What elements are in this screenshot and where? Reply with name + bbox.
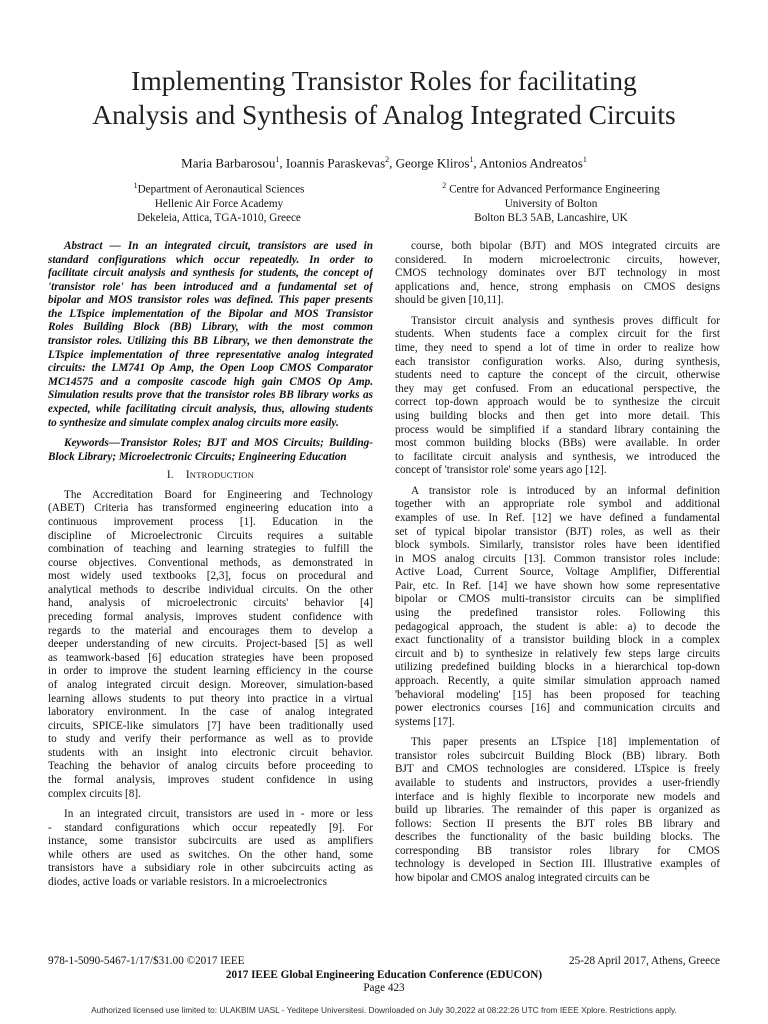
text-line: circuits: the LM741 Op Amp, the Open Loop CMOS Comparator [48, 362, 373, 375]
author-name: George Kliros [395, 155, 470, 171]
text-line: set of typical bipolar transistor (BJT) roles, as well as their [395, 525, 720, 538]
text-line: deeper understanding of new circuits. Project-based [5] as well [48, 638, 373, 651]
text-line: The Accreditation Board for Engineering and Technology [64, 488, 373, 501]
text-line: Active Load, Current Source, Voltage Amplifier, Differential [395, 566, 720, 579]
text-line: as teamwork-based [6] education strategies have been proposed [48, 651, 373, 664]
text-line: bipolar or CMOS multi-transistor circuits can be simplified [395, 593, 720, 606]
text-line: concept of 'transistor role' some years ago [12]. [395, 464, 607, 477]
text-line: Simulation results prove that the transistor roles BB library works as [48, 389, 373, 402]
text-line: students. When students face a complex circuit for the first [395, 328, 720, 341]
text-line: in order to improve the student learning efficiency in the course [48, 665, 373, 678]
text-line: This paper presents an LTspice [18] implementation of [411, 736, 720, 749]
text-line: Block Library; Microelectronic Circuits; Engineering Education [48, 450, 347, 463]
text-line: most common building blocks (BBs) were available. In order [395, 437, 720, 450]
text-line: combination of teaching and learning strategies to fulfill the [48, 543, 373, 556]
text-line: how bipolar and CMOS analog integrated circuits can be [395, 872, 650, 885]
text-line: 'transistor role' has been introduced and a fundamental set of [48, 280, 373, 293]
text-line: A transistor role is introduced by an informal definition [411, 484, 720, 497]
text-line: technology is developed in Section III. Illustrative examples of [395, 858, 720, 871]
text-line: considered. In modern microelectronic circuits, however, [395, 253, 720, 266]
text-line: CMOS technology dominates over BJT technology in most [395, 267, 720, 280]
text-line: build up libraries. The remainder of this paper is organized as [395, 804, 720, 817]
section-title-initial: I [185, 469, 190, 482]
affiliation-mark: 2 [442, 181, 447, 190]
text-line: Keywords—Transistor Roles; BJT and MOS Circuits; Building- [64, 437, 373, 450]
affiliation-2 [420, 179, 682, 225]
author-affiliation-mark: 1 [582, 155, 587, 164]
affiliation-line [88, 211, 350, 225]
text-line: Teaching the behavior of analog circuits before proceeding to [48, 760, 373, 773]
title-line-2: Analysis and Synthesis of Analog Integrated Circuits [92, 99, 676, 130]
text-line: the LTspice implementation of the Bipolar and MOS Transistor [48, 307, 373, 320]
affiliation-text: Hellenic Air Force Academy [154, 197, 284, 210]
text-line: students need to capture the concept of the circuit, otherwise [395, 369, 720, 382]
text-line: exact functionality of a transistor building block in a complex [395, 634, 720, 647]
text-line: together with an appropriate role symbol and additional [395, 498, 720, 511]
text-line: standard configurations which occur repeatedly. In order to [48, 253, 373, 266]
text-line: Transistor circuit analysis and synthesis proves difficult for [411, 314, 720, 327]
text-line: interface and is highly flexible to incorporate new models and [395, 790, 720, 803]
text-line: Roles Building Block (BB) Library, with the most common [48, 321, 373, 334]
author-name: Antonios Andreatos [479, 155, 583, 171]
text-line: describes the functionality of the basic building blocks. The [395, 831, 720, 844]
affiliation-line [88, 197, 350, 211]
text-line: MC14575 and a composite cascode high gain CMOS Op Amp. [48, 375, 373, 388]
footer-date: 25-28 April 2017, Athens, Greece [569, 955, 720, 967]
text-line: pedagogical approach, the student is able: a) to decode the [395, 620, 720, 633]
author-name: Ioannis Paraskevas [285, 155, 386, 171]
text-line: power electronics courses [16] and communication circuits and [395, 702, 720, 715]
text-line: utilizing predefined building blocks in a hierarchical top-down [395, 661, 720, 674]
section-title-rest: NTRODUCTION [189, 470, 255, 481]
text-line: transistor roles subcircuit Building Block (BB) library. Both [395, 749, 720, 762]
text-line: laboratory environment. In the case of analog integrated [48, 706, 373, 719]
text-line: to facilitate circuit analysis and synthesis, we introduced the [395, 450, 720, 463]
text-line: correct top-down approach would be to synthesize the circuit [395, 396, 720, 409]
section-number: I. [166, 469, 174, 482]
text-line: LTspice implementation of three representative analog integrated [48, 348, 373, 361]
text-line: complex circuits [8]. [48, 787, 141, 800]
license-notice: Authorized licensed use limited to: ULAKBIM UASL - Yeditepe Universitesi. Downloaded on July 30,2022 at 08:22:26 UTC from IEEE Xplore. Restrictions apply. [91, 1005, 677, 1015]
text-line: bipolar and MOS transistor roles was defined. This paper presents [48, 294, 373, 307]
text-line: Abstract — In an integrated circuit, transistors are used in [64, 240, 373, 252]
text-line: circuit and b) to synthesize in relatively few steps large circuits [395, 647, 720, 660]
text-line: instance, some transistor subcircuits are used as amplifiers [48, 835, 373, 848]
affiliation-text: Department of Aeronautical Sciences [137, 183, 305, 196]
text-line: transistor roles. Utilizing this BB Library, we then demonstrate the [48, 335, 373, 348]
text-line: to synthesize and simulate complex analog circuits more easily. [48, 416, 339, 429]
text-line: to study and verify their performance as well as to provide [48, 733, 373, 746]
text-line: discipline of Microelectronic Circuits requires a suitable [48, 529, 373, 542]
text-line: the formal analysis, improves student confidence in using [48, 773, 373, 786]
author-affiliation-mark: 1 [469, 155, 474, 164]
paper-title [20, 64, 748, 132]
affiliation-line [420, 179, 682, 197]
right-column [395, 240, 720, 886]
text-line: examples of use. In Ref. [12] we have defined a fundamental [395, 511, 720, 524]
text-line: follows: Section II presents the BJT roles BB library and [395, 817, 720, 830]
text-line: while others are used as switches. On the other hand, some [48, 848, 373, 861]
text-line: process would be simplified if a standard library containing the [395, 423, 720, 436]
text-line: using the predefined transistor roles. Following this [395, 607, 720, 620]
author-list: Maria Barbarosou$^1$, Ioannis Paraskevas$^2$, George Kliros$^1$, Antonios Andreatos$^1$ [181, 155, 587, 171]
title-line-1: Implementing Transistor Roles for facilitating [131, 65, 637, 96]
affiliation-mark: 1 [133, 181, 138, 190]
text-line: course, both bipolar (BJT) and MOS integrated circuits are [411, 240, 720, 252]
text-line: learning allows students to put theory into practice in a virtual [48, 692, 373, 705]
text-line: time, they need to spend a lot of time in order to realize how [395, 342, 720, 355]
footer-page-number: Page 423 [363, 982, 405, 994]
text-line: of analog integrated circuit design. Moreover, simulation-based [48, 678, 373, 691]
text-line: students with an insight into electronic circuit behavior. [48, 746, 373, 759]
text-line: they may get confused. From an educational perspective, the [395, 382, 720, 395]
author-affiliation-mark: 2 [385, 155, 390, 164]
affiliation-line [420, 211, 682, 225]
text-line: transistors have a subsidiary role in other subcircuits acting as [48, 862, 373, 875]
text-line: BJT and CMOS technologies are considered. LTspice is freely [395, 763, 720, 776]
footer-isbn: 978-1-5090-5467-1/17/$31.00 ©2017 IEEE [48, 955, 245, 967]
text-line: course objectives. Conventional methods, as demonstrated in [48, 556, 373, 569]
text-line: regards to the material and encourages them to develop a [48, 624, 373, 637]
text-line: approach. Recently, a quite similar simulation approach named [395, 674, 720, 687]
left-column [48, 240, 373, 890]
text-line: corresponding BB transistor roles library for CMOS [395, 844, 720, 857]
affiliation-text: University of Bolton [504, 197, 598, 210]
text-line: continuous improvement process [1]. Education in the [48, 515, 373, 528]
affiliation-text: Dekeleia, Attica, TGA-1010, Greece [137, 211, 301, 224]
text-line: circuits, SPICE-like simulators [7] have been traditionally used [48, 719, 373, 732]
text-line: hand, analysis of microelectronic circuits' behavior [4] [48, 597, 373, 610]
text-line: systems [17]. [395, 715, 455, 728]
affiliation-text: Centre for Advanced Performance Engineering [446, 183, 660, 196]
text-line: diodes, active loads or variable resistors. In a microelectronics [48, 876, 327, 889]
text-line: should be given [10,11]. [395, 294, 504, 307]
text-line: analytical methods to describe individual circuits. On the other [48, 583, 373, 596]
text-line: - standard configurations which occur repeatedly [9]. For [48, 821, 373, 834]
text-line: using building blocks and then get into more detail. This [395, 409, 720, 422]
affiliation-line [420, 197, 682, 211]
author-affiliation-mark: 1 [275, 155, 280, 164]
affiliation-line [88, 179, 350, 197]
text-line: in MOS analog circuits [13]. Common transistor roles include: [395, 552, 720, 565]
affiliation-text: Bolton BL3 5AB, Lancashire, UK [474, 211, 628, 224]
text-line: expected, while facilitating circuit analysis, thus, allowing students [48, 402, 373, 415]
text-line: (ABET) Criteria has transformed engineering education into a [48, 502, 373, 515]
text-line: available to students and instructors, provides a user-friendly [395, 776, 720, 789]
text-line: In an integrated circuit, transistors are used in - more or less [64, 808, 373, 821]
text-line: most widely used textbooks [2,3], focus on procedural and [48, 570, 373, 583]
text-line: preceding formal analysis, improves student confidence with [48, 611, 373, 624]
text-line: facilitate circuit analysis and synthesis for students, the concept of [48, 267, 373, 280]
affiliation-1 [88, 179, 350, 225]
text-line: applications and, hence, strong emphasis on CMOS designs [395, 280, 720, 293]
author-name: Maria Barbarosou [181, 155, 276, 171]
section-heading [48, 469, 373, 483]
text-line: each transistor configuration works. Also, during synthesis, [395, 355, 720, 368]
text-line: 'behavioral modeling' [15] has been proposed for teaching [395, 688, 720, 701]
text-line: block symbols. Similarly, transistor roles have been identified [395, 539, 720, 552]
text-line: Pair, etc. In Ref. [14] we have shown how some representative [395, 579, 720, 592]
footer-conference: 2017 IEEE Global Engineering Education Conference (EDUCON) [225, 969, 543, 981]
